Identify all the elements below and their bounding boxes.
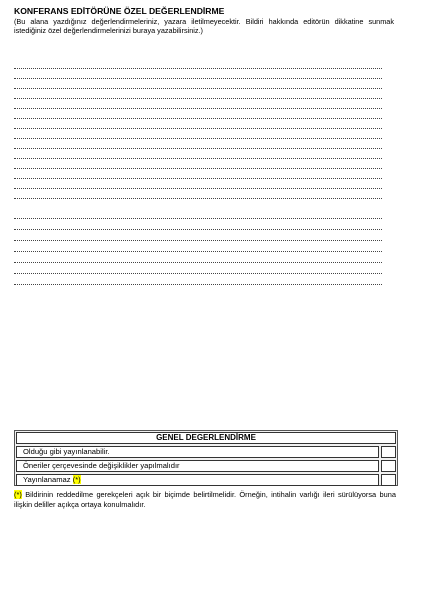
dotted-line — [14, 88, 382, 89]
dotted-line — [14, 262, 382, 263]
dotted-line — [14, 108, 382, 109]
footnote — [14, 490, 396, 510]
dotted-line — [14, 128, 382, 129]
dotted-line — [14, 284, 382, 285]
footnote-marker: (*) — [72, 475, 81, 484]
dotted-line — [14, 168, 382, 169]
option-label: Olduğu gibi yayınlanabilir. — [23, 447, 110, 456]
dotted-line — [14, 218, 382, 219]
dotted-line — [14, 68, 382, 69]
dotted-line — [14, 148, 382, 149]
option-label: Yayınlanamaz — [23, 475, 71, 484]
dotted-line — [14, 188, 382, 189]
dotted-line — [14, 158, 382, 159]
dotted-line — [14, 138, 382, 139]
dotted-line — [14, 229, 382, 230]
dotted-line — [14, 240, 382, 241]
checkbox-revise[interactable] — [381, 460, 396, 472]
option-reject — [16, 474, 379, 486]
dotted-line — [14, 198, 382, 199]
footnote-marker: (*) — [14, 490, 22, 499]
dotted-line — [14, 251, 382, 252]
dotted-line — [14, 118, 382, 119]
dotted-line — [14, 98, 382, 99]
dotted-line — [14, 273, 382, 274]
section-intro: (Bu alana yazdığınız değerlendirmeleriniz, yazara iletilmeyecektir. Bildiri hakkında editörün dikkatine sunmak istediğiniz özel değerlendirmelerinizi buraya yazabilirsiniz.) — [14, 17, 394, 35]
option-revise — [16, 460, 379, 472]
checkbox-reject[interactable] — [381, 474, 396, 486]
general-evaluation-header: GENEL DEGERLENDİRME — [16, 432, 396, 444]
section-title: KONFERANS EDİTÖRÜNE ÖZEL DEĞERLENDİRME — [14, 6, 225, 16]
option-publish-as-is — [16, 446, 379, 458]
option-label: Öneriler çerçevesinde değişiklikler yapılmalıdır — [23, 461, 180, 470]
dotted-line — [14, 78, 382, 79]
general-evaluation-table — [14, 430, 398, 486]
footnote-text: Bildirinin reddedilme gerekçeleri açık bir biçimde belirtilmelidir. Örneğin, intihalin varlığı ileri sürülüyorsa buna ilişkin deliller açıkça ortaya konulmalıdır. — [14, 490, 396, 509]
dotted-line — [14, 178, 382, 179]
checkbox-publish-as-is[interactable] — [381, 446, 396, 458]
